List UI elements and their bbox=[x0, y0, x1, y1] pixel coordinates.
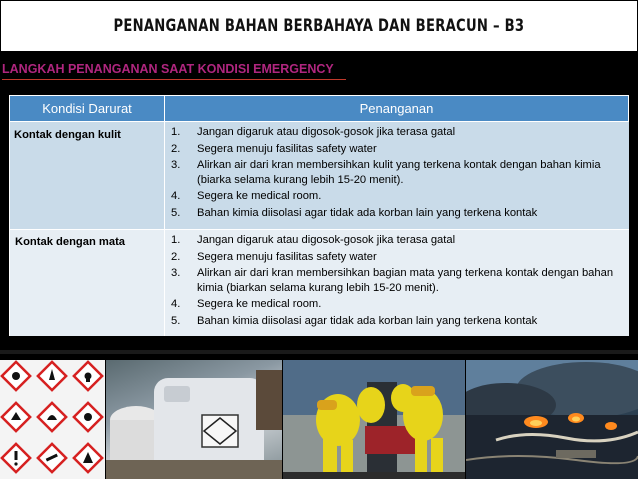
condition-cell: Kontak dengan kulit bbox=[10, 122, 165, 230]
condition-cell: Kontak dengan mata bbox=[10, 230, 165, 336]
table-header-row bbox=[10, 96, 629, 122]
header-kondisi: Kondisi Darurat bbox=[10, 96, 165, 122]
step-text: Segera ke medical room. bbox=[197, 298, 322, 310]
hazmat-suits-image bbox=[283, 360, 465, 479]
step-item bbox=[171, 297, 621, 312]
chemical-fire-photo bbox=[466, 360, 638, 479]
step-text: Alirkan air dari kran membersihkan bagian mata yang terkena kontak dengan bahan kimia (biarkan selama kurang lebih 15-20 menit). bbox=[197, 267, 614, 294]
step-item bbox=[171, 142, 621, 157]
step-number: 5. bbox=[171, 314, 181, 327]
step-item bbox=[171, 206, 621, 221]
step-number: 1. bbox=[171, 126, 181, 138]
step-text: Bahan kimia diisolasi agar tidak ada korban lain yang terkena kontak bbox=[197, 314, 538, 327]
hazard-pictogram-grid-icon bbox=[0, 360, 105, 479]
step-text: Alirkan air dari kran membersihkan kulit yang terkena kontak dengan bahan kimia (biarka selama kurang lebih 15-20 menit). bbox=[197, 159, 601, 186]
step-text: Segera menuju fasilitas safety water bbox=[197, 250, 377, 263]
header-penanganan: Penanganan bbox=[165, 96, 629, 122]
chemical-containers-image bbox=[106, 360, 282, 479]
step-item bbox=[171, 314, 621, 329]
photo-strip bbox=[0, 360, 638, 479]
title-bar bbox=[0, 0, 638, 52]
fire-scene-image bbox=[466, 360, 638, 479]
emergency-table bbox=[9, 95, 629, 336]
step-number: 3. bbox=[171, 159, 181, 171]
step-item bbox=[171, 266, 621, 295]
step-text: Jangan digaruk atau digosok-gosok jika terasa gatal bbox=[197, 126, 456, 138]
table-row bbox=[10, 230, 629, 336]
step-number: 4. bbox=[171, 190, 181, 202]
step-item bbox=[171, 250, 621, 265]
step-number: 4. bbox=[171, 298, 181, 310]
step-number: 2. bbox=[171, 250, 181, 263]
steps-cell bbox=[165, 122, 629, 230]
step-number: 1. bbox=[171, 234, 181, 246]
divider bbox=[0, 350, 638, 354]
steps-cell bbox=[165, 230, 629, 336]
step-text: Segera ke medical room. bbox=[197, 190, 322, 202]
step-text: Jangan digaruk atau digosok-gosok jika terasa gatal bbox=[197, 234, 456, 246]
ghs-hazard-pictograms bbox=[0, 360, 105, 479]
step-item bbox=[171, 125, 621, 140]
slide-title: PENANGANAN BAHAN BERBAHAYA DAN BERACUN – B3 bbox=[113, 16, 525, 36]
step-text: Bahan kimia diisolasi agar tidak ada korban lain yang terkena kontak bbox=[197, 206, 538, 219]
step-number: 3. bbox=[171, 267, 181, 279]
hazmat-team-photo bbox=[283, 360, 465, 479]
step-text: Segera menuju fasilitas safety water bbox=[197, 142, 377, 155]
step-item bbox=[171, 158, 621, 187]
step-item bbox=[171, 233, 621, 248]
chemical-containers-photo bbox=[106, 360, 282, 479]
step-item bbox=[171, 189, 621, 204]
step-number: 5. bbox=[171, 206, 181, 219]
section-heading: LANGKAH PENANGANAN SAAT KONDISI EMERGENCY bbox=[2, 62, 346, 80]
table-row bbox=[10, 122, 629, 230]
step-number: 2. bbox=[171, 142, 181, 155]
